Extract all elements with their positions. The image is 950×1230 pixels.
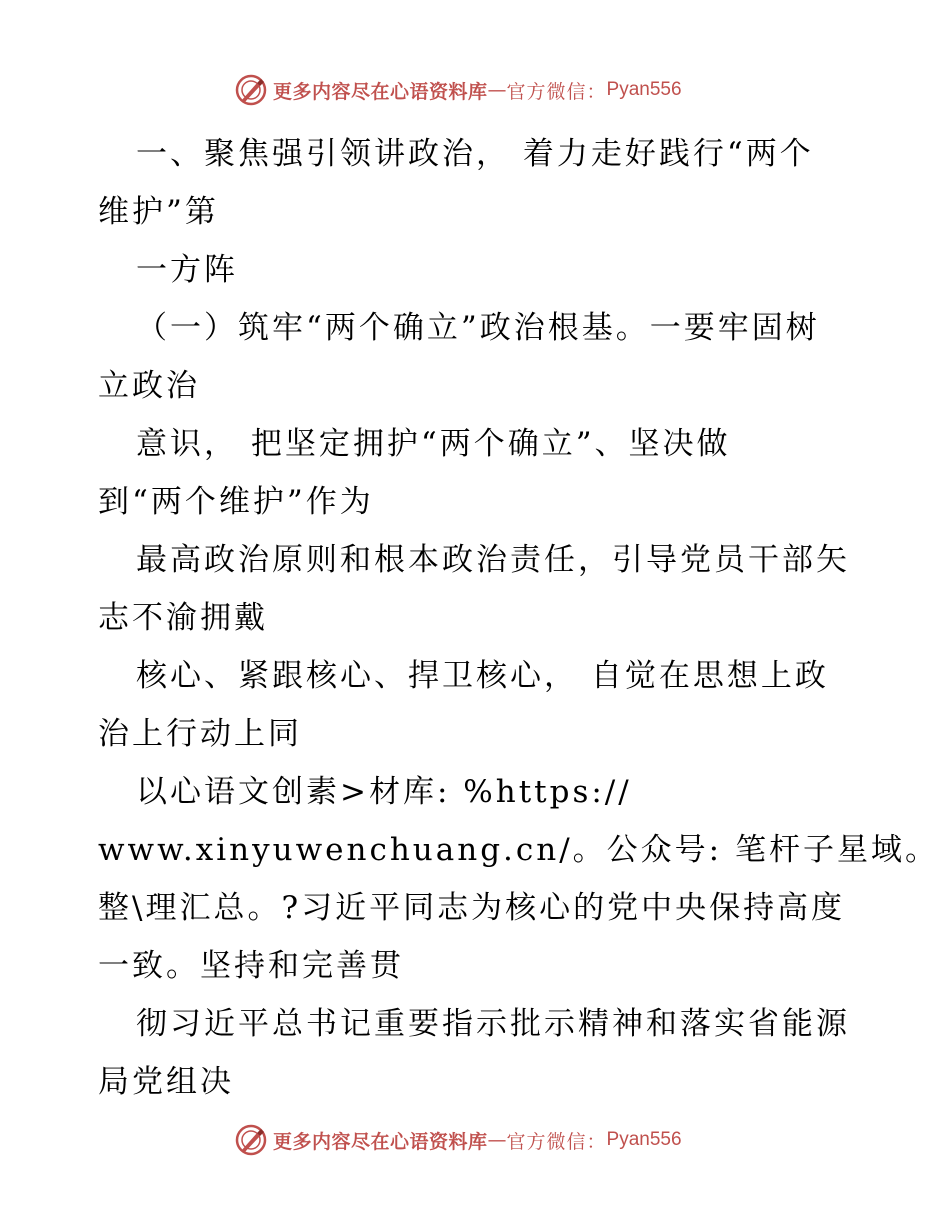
text-line: 意识， 把坚定拥护“两个确立”、坚决做 bbox=[136, 426, 731, 462]
text-line: 治上行动上同 bbox=[98, 716, 302, 752]
text-line: 维护”第 bbox=[98, 194, 219, 230]
text-line: 立政治 bbox=[98, 368, 200, 404]
text-line: 一、聚焦强引领讲政治， 着力走好践行“两个 bbox=[136, 136, 814, 172]
text-line: 一致。坚持和完善贯 bbox=[98, 948, 404, 984]
banner-weixin-id: Pyan556 bbox=[606, 79, 682, 100]
banner-dash: — bbox=[487, 79, 507, 101]
text-line: 一方阵 bbox=[136, 252, 238, 288]
text-line: 彻习近平总书记重要指示批示精神和落实省能源 bbox=[136, 1006, 850, 1042]
pen-logo-icon bbox=[235, 74, 267, 106]
banner-title: 更多内容尽在心语资料库 bbox=[273, 80, 488, 103]
text-line: 以心语文创素>材库: %https:// bbox=[136, 774, 632, 810]
text-line: 到“两个维护”作为 bbox=[98, 484, 374, 520]
banner-weixin-label: 官方微信： bbox=[506, 1130, 607, 1153]
banner-title: 更多内容尽在心语资料库 bbox=[273, 1130, 488, 1153]
text-line: 局党组决 bbox=[98, 1064, 234, 1100]
text-line: 整\理汇总。?习近平同志为核心的党中央保持高度 bbox=[98, 890, 846, 926]
pen-logo-icon bbox=[235, 1124, 267, 1156]
banner-weixin-label: 官方微信： bbox=[506, 80, 607, 103]
text-line: （一）筑牢“两个确立”政治根基。一要牢固树 bbox=[136, 310, 820, 346]
text-line: www.xinyuwenchuang.cn/。公众号: 笔杆子星域。 bbox=[98, 832, 939, 868]
text-line: 最高政治原则和根本政治责任，引导党员干部矢 bbox=[136, 542, 850, 578]
document-body bbox=[98, 125, 939, 1111]
text-line: 志不渝拥戴 bbox=[98, 600, 268, 636]
header-banner bbox=[235, 73, 682, 107]
banner-weixin-id: Pyan556 bbox=[606, 1129, 682, 1150]
footer-banner bbox=[235, 1123, 682, 1157]
banner-dash: — bbox=[487, 1129, 507, 1151]
text-line: 核心、紧跟核心、捍卫核心， 自觉在思想上政 bbox=[136, 658, 829, 694]
